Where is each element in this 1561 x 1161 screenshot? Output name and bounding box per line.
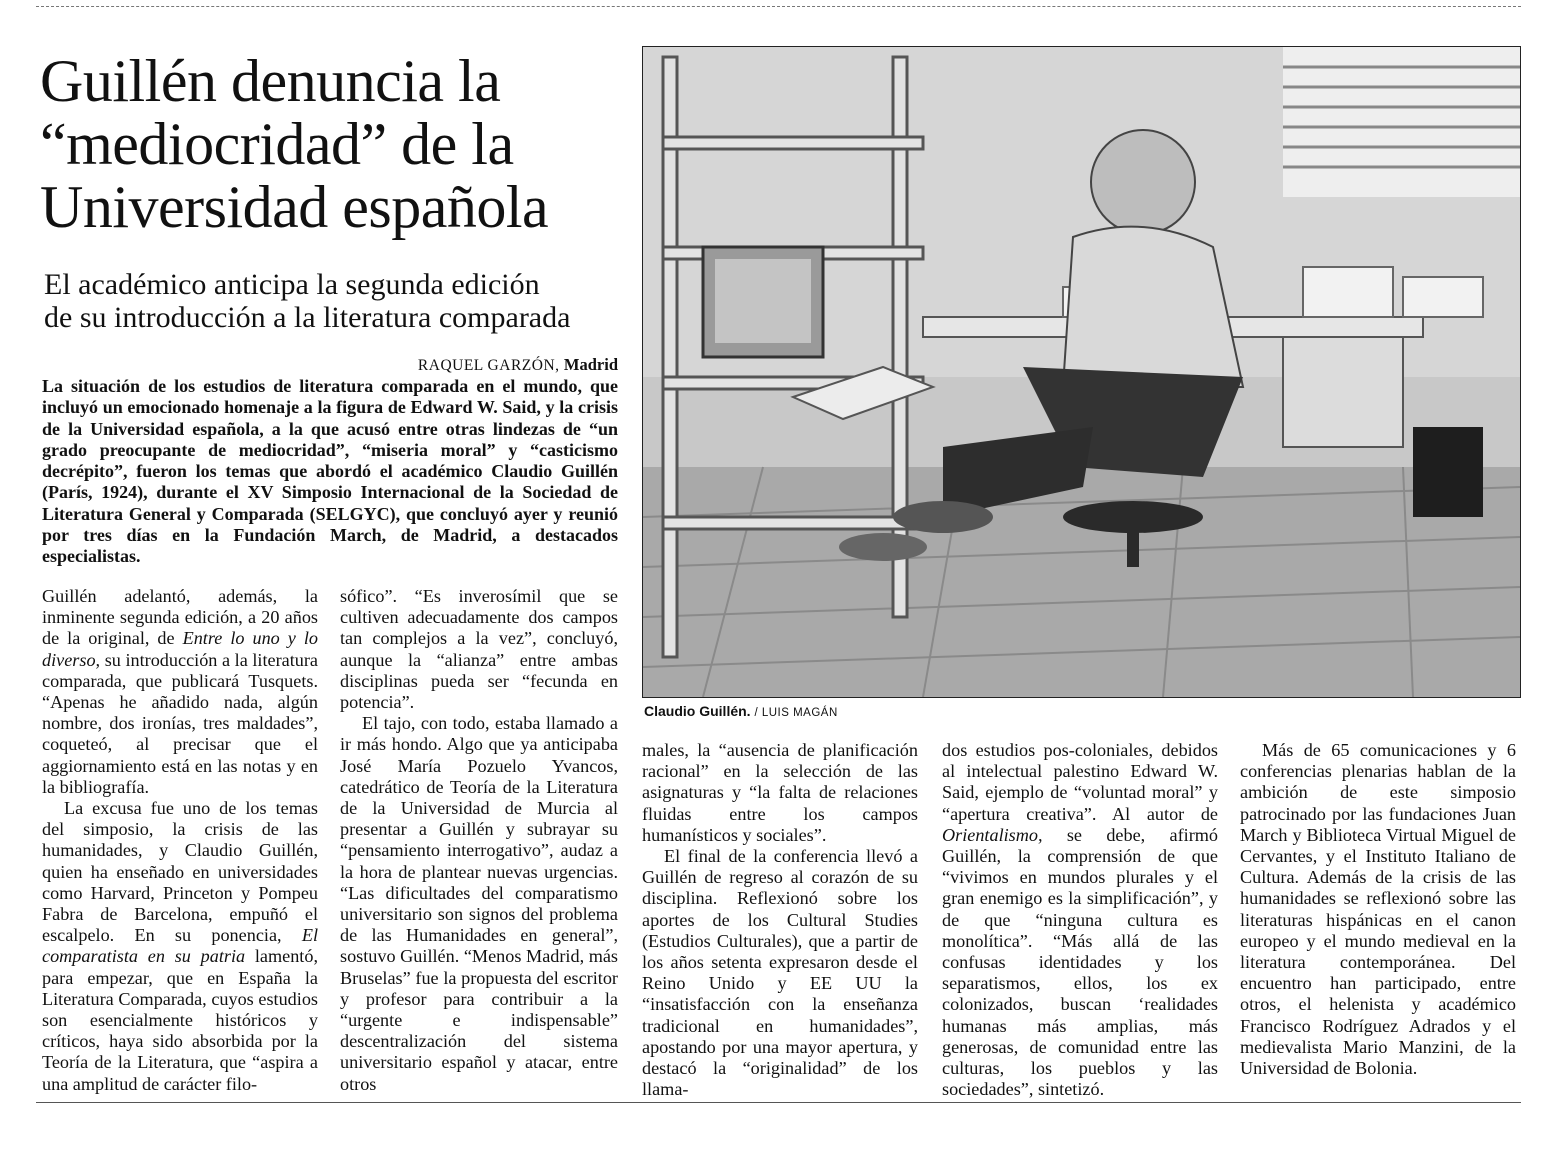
byline-author: RAQUEL GARZÓN, — [417, 357, 560, 374]
subhead-line-1: El académico anticipa la segunda edición — [44, 268, 540, 301]
column-2 — [340, 586, 618, 1095]
paragraph: males, la “ausencia de planificación racional” en la selección de las asignaturas y “la falta de relaciones fluidas entre los campos humanísticos y sociales”. — [642, 740, 918, 845]
book-title: Entre lo uno y lo diverso, — [42, 628, 318, 670]
photo-illustration — [643, 47, 1520, 697]
book-title: Orientalismo, — [942, 824, 1043, 845]
headline-line-2: “mediocridad” de la — [40, 111, 514, 177]
top-rule — [36, 6, 1521, 7]
headline — [40, 50, 630, 239]
subheadline — [44, 268, 634, 334]
paragraph: El tajo, con todo, estaba llamado a ir más hondo. Algo que ya anticipaba José María Pozuelo Yvancos, catedrático de Teoría de la Literatura de la Universidad de Murcia al presentar a Guillén y subrayar su “pensamiento interrogativo”, audaz a la hora de plantear nuevas urgencias. “Las dificultades del comparatismo universitario son signos del problema de las Humanidades en general”, sostuvo Guillén. “Menos Madrid, más Bruselas” fue la propuesta del escritor y profesor para contribuir a la “urgente e indispensable” descentralización del sistema universitario español y atacar, entre otros — [340, 713, 618, 1094]
text-run: lamentó, para empezar, que en España la Literatura Comparada, cuyos estudios son esencialmente históricos y críticos, haya sido absorbida por la Teoría de la Literatura, que “aspira a una amplitud de carácter filo- — [42, 946, 318, 1094]
caption-credit: / LUIS MAGÁN — [754, 707, 838, 719]
paragraph — [42, 798, 318, 1095]
text-run: La excusa fue uno de los temas del simposio, la crisis de las humanidades, y Claudio Guillén, quien ha enseñado en universidades como Harvard, Princeton y Pompeu Fabra de Barcelona, empuñó el escalpelo. En su ponencia, — [42, 798, 318, 946]
photo-caption — [644, 703, 838, 719]
column-5 — [1240, 740, 1516, 1079]
paragraph — [42, 586, 318, 798]
column-4 — [942, 740, 1218, 1100]
paragraph: El final de la conferencia llevó a Guillén de regreso al corazón de su disciplina. Reflexionó sobre los aportes de los Cultural Studies (Estudios Culturales), que a partir de los años setenta expresaron desde el Reino Unido y EE UU la “insatisfacción con la enseñanza tradicional en humanidades”, apostando por una mayor apertura, y destacó la “originalidad” de los llama- — [642, 846, 918, 1100]
paragraph: sófico”. “Es inverosímil que se cultiven adecuadamente dos campos tan complejos a la vez”, concluyó, aunque la “alianza” entre ambas disciplinas pueda ser “fecunda en potencia”. — [340, 586, 618, 713]
byline-location: Madrid — [563, 355, 618, 374]
lead-paragraph: La situación de los estudios de literatura comparada en el mundo, que incluyó un emocionado homenaje a la figura de Edward W. Said, y la crisis de la Universidad española, a la que acusó entre otras lindezas de “un grado preocupante de mediocridad”, “miseria moral” y “casticismo decrépito”, fueron los temas que abordó el académico Claudio Guillén (París, 1924), durante el XV Simposio Internacional de la Sociedad de Literatura General y Comparada (SELGYC), que concluyó ayer y reunió por tres días en la Fundación March, de Madrid, a destacados especialistas. — [42, 376, 618, 567]
lecture-title: El comparatista en su patria — [42, 925, 318, 967]
headline-line-1: Guillén denuncia la — [40, 48, 501, 114]
column-3 — [642, 740, 918, 1100]
paragraph: Más de 65 comunicaciones y 6 conferencias plenarias hablan de la ambición de este simposio patrocinado por las fundaciones Juan March y Biblioteca Virtual Miguel de Cervantes, y el Instituto Italiano de Cultura. Además de la crisis de las humanidades se reflexionó sobre las literaturas hispánicas en el canon europeo y el mundo medieval en la literatura contemporánea. Del encuentro han participado, entre otros, el helenista y académico Francisco Rodríguez Adrados y el medievalista Mario Manzini, de la Universidad de Bolonia. — [1240, 740, 1516, 1079]
text-run: Guillén adelantó, además, la inminente segunda edición, a 20 años de la original, de — [42, 586, 318, 649]
subhead-line-2: de su introducción a la literatura comparada — [44, 301, 571, 334]
photo-claudio-guillen — [642, 46, 1521, 698]
text-run: dos estudios pos-coloniales, debidos al intelectual palestino Edward W. Said, ejemplo de “voluntad moral” y “apertura creativa”. Al autor de — [942, 740, 1218, 824]
headline-line-3: Universidad española — [40, 174, 549, 240]
text-run: se debe, afirmó Guillén, la comprensión de que “vivimos en mundos plurales y el gran enemigo es la simplificación”, y de que “ninguna cultura es monolítica”. “Más allá de las confusas identidades y los separatismos, ellos, los ex colonizados, buscan ‘realidades humanas más amplias, más generosas, de comunidad entre las culturas, los pueblos y las sociedades”, sintetizó. — [942, 824, 1218, 1100]
text-run: su introducción a la literatura comparada, que publicará Tusquets. “Apenas he añadido nada, algún nombre, dos ironías, tres maldades”, coqueteó, al precisar que el aggiornamiento está en las notas y en la bibliografía. — [42, 649, 318, 797]
column-1 — [42, 586, 318, 1095]
bottom-rule — [36, 1102, 1521, 1103]
caption-name: Claudio Guillén. — [644, 703, 751, 719]
paragraph — [942, 740, 1218, 1100]
byline — [40, 355, 618, 375]
